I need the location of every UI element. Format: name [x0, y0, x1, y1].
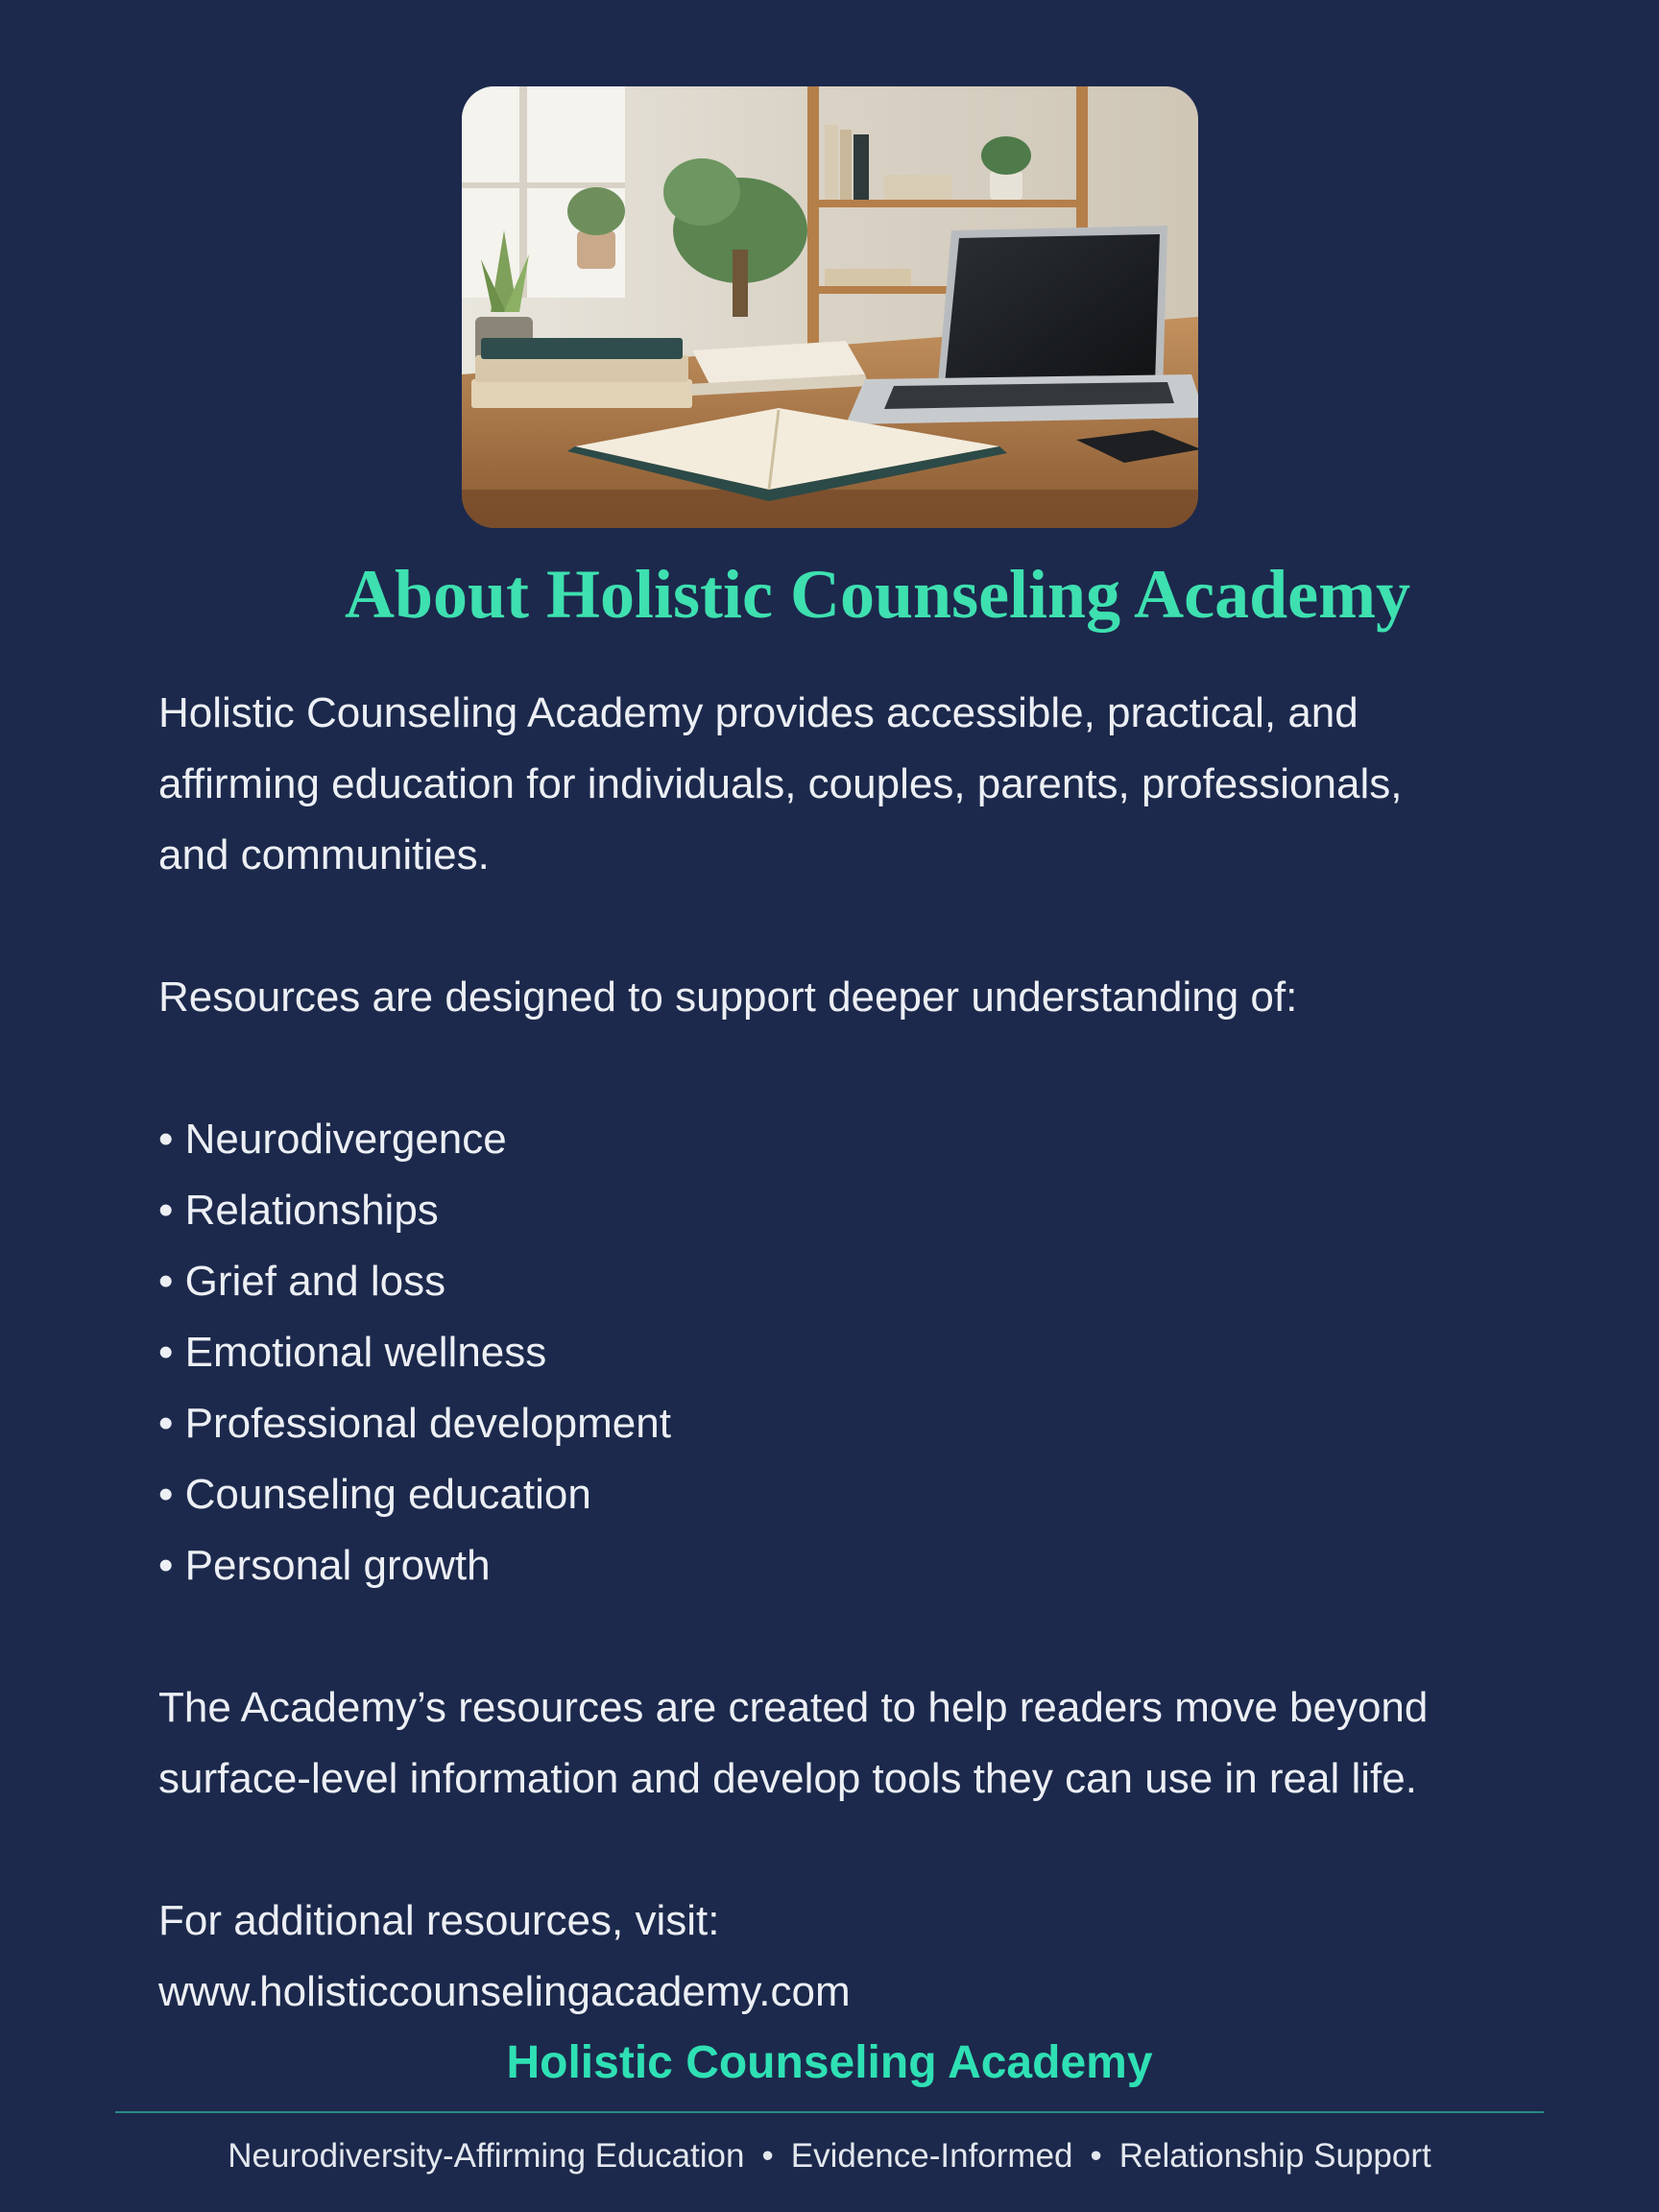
closing-line: The Academy’s resources are created to help readers move beyond — [158, 1684, 1429, 1731]
tagline-item: Relationship Support — [1118, 2137, 1431, 2175]
tagline-item: Neurodiversity-Affirming Education — [228, 2137, 745, 2175]
body-content — [158, 678, 1522, 2028]
intro-line: Holistic Counseling Academy provides accessible, practical, and — [158, 689, 1358, 736]
footer-divider — [115, 2111, 1544, 2113]
tagline-separator: • — [1090, 2137, 1102, 2175]
topic-item: • Neurodivergence — [158, 1104, 1522, 1175]
topic-item: • Grief and loss — [158, 1246, 1522, 1317]
visit-label: For additional resources, visit: — [158, 1897, 720, 1944]
topic-item: • Personal growth — [158, 1530, 1522, 1601]
tagline-item: Evidence-Informed — [790, 2137, 1073, 2175]
page-title: About Holistic Counseling Academy — [344, 556, 1411, 633]
topic-item: • Relationships — [158, 1175, 1522, 1246]
intro-line: and communities. — [158, 831, 490, 878]
footer-brand: Holistic Counseling Academy — [506, 2037, 1153, 2088]
study-desk-illustration — [462, 86, 1198, 528]
topic-item: • Professional development — [158, 1388, 1522, 1459]
closing-paragraph — [158, 1672, 1522, 1815]
topic-list — [158, 1104, 1522, 1601]
footer-tagline — [0, 2133, 1659, 2179]
intro-paragraph — [158, 678, 1522, 891]
topic-item: • Counseling education — [158, 1459, 1522, 1530]
hero-image — [462, 86, 1198, 528]
intro-line: affirming education for individuals, couples, parents, professionals, — [158, 760, 1403, 807]
closing-line: surface-level information and develop tools they can use in real life. — [158, 1755, 1417, 1802]
topic-item: • Emotional wellness — [158, 1317, 1522, 1388]
tagline-separator: • — [761, 2137, 774, 2175]
resources-lead: Resources are designed to support deeper understanding of: — [158, 974, 1298, 1021]
website-link[interactable]: www.holisticcounselingacademy.com — [158, 1968, 851, 2015]
